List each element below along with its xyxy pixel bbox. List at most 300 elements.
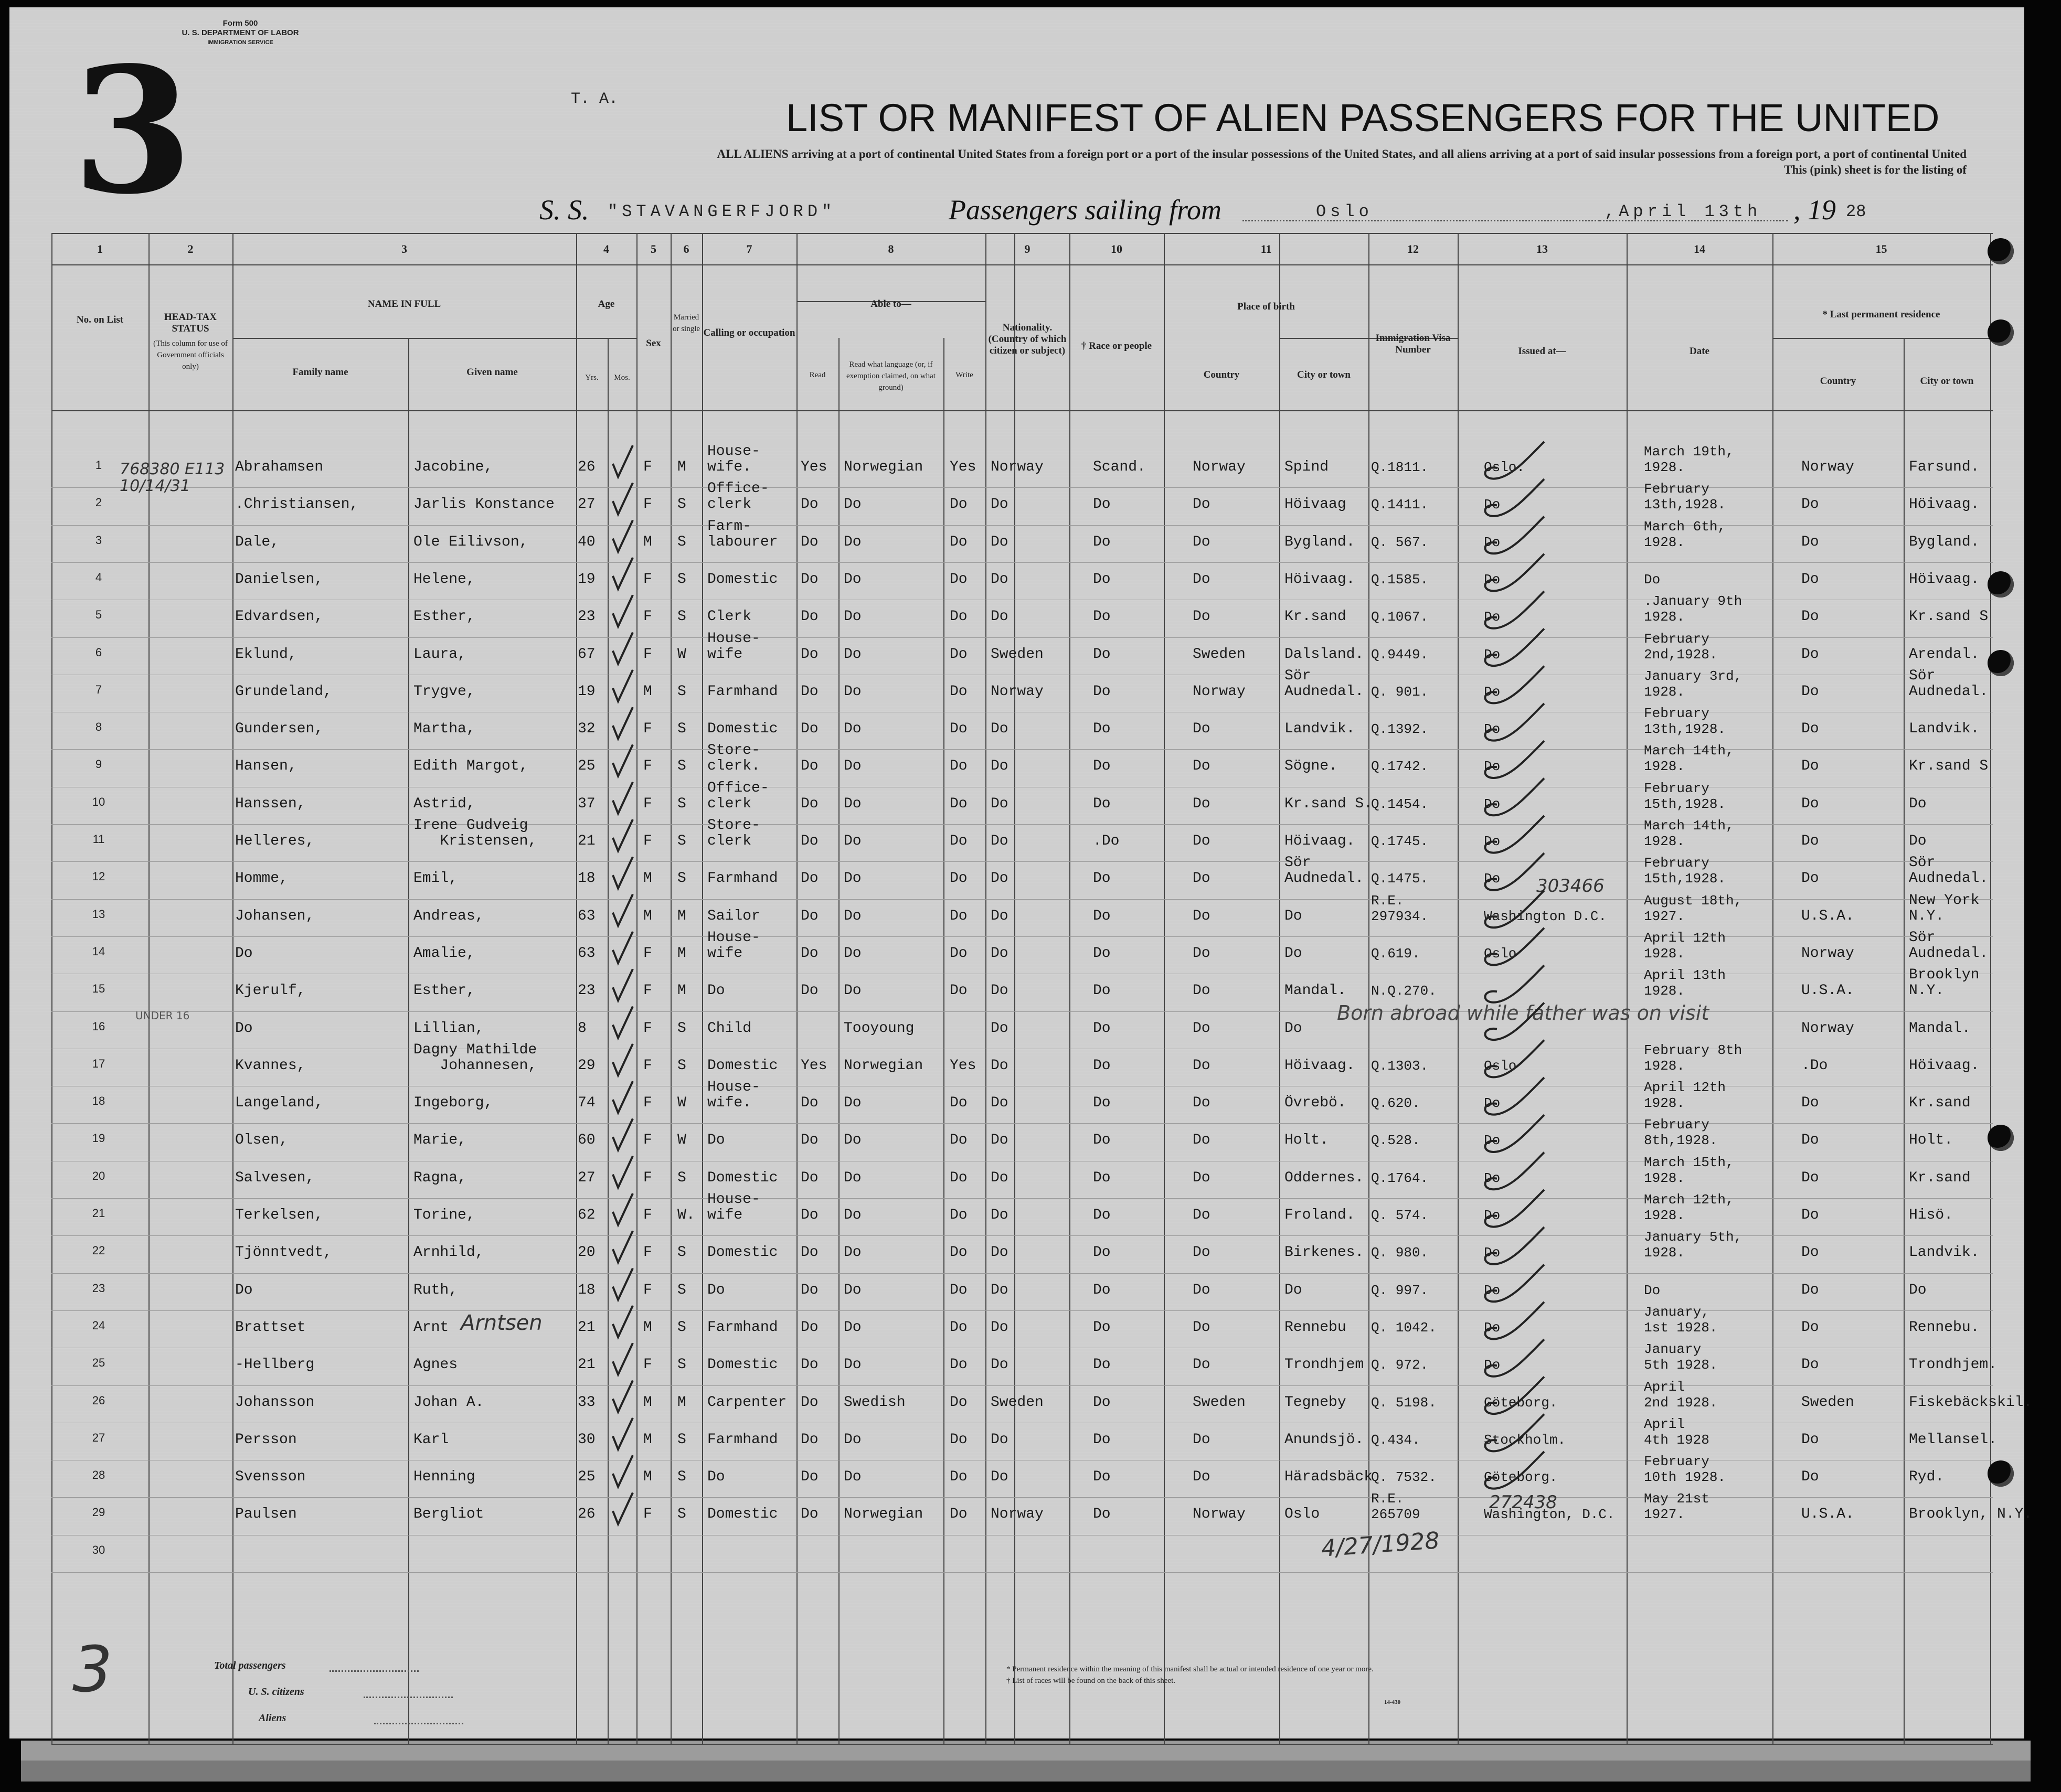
sex: F (643, 1282, 652, 1298)
checkmark (1485, 442, 1545, 479)
checkmark (1485, 741, 1545, 778)
family-name: Olsen, (235, 1132, 288, 1149)
nationality: Do (991, 721, 1008, 738)
read: Do (801, 534, 819, 550)
residence-country: Do (1801, 496, 1819, 513)
residence-country: U.S.A. (1801, 908, 1854, 924)
read: Do (801, 496, 819, 513)
family-name: Danielsen, (235, 571, 324, 588)
sex: M (643, 1469, 652, 1486)
family-name: Gundersen, (235, 721, 324, 738)
language: Do (844, 870, 862, 887)
given-name: Laura, (413, 646, 466, 663)
header-residence-country: Country (1820, 376, 1856, 387)
age: 27 (578, 496, 596, 513)
family-name: Kvannes, (235, 1057, 306, 1074)
header-birth-country: Country (1203, 369, 1240, 380)
footnote-residence: * Permanent residence within the meaning of this manifest shall be actual or intended residence of one year or more. (1006, 1665, 1374, 1673)
binder-hole (1988, 571, 2014, 598)
calling: Farmhand (707, 1319, 778, 1336)
residence-country: Do (1801, 870, 1819, 887)
header-calling: Calling or occupation (703, 327, 795, 338)
read: Do (801, 1431, 819, 1448)
checkmark (1485, 1153, 1545, 1190)
language: Do (844, 908, 862, 924)
aliens-label: Aliens (259, 1712, 286, 1724)
column-number: 3 (401, 242, 407, 255)
visa-date: April 2nd 1928. (1644, 1379, 1718, 1411)
marital-status: M (677, 1394, 686, 1411)
header-mos: Mos. (614, 374, 630, 382)
write: Do (950, 534, 968, 550)
write: Do (950, 945, 968, 962)
write: Do (950, 1394, 968, 1411)
nationality: Do (991, 983, 1008, 999)
nationality: Do (991, 1357, 1008, 1373)
sex: M (643, 534, 652, 550)
marital-status: S (677, 1282, 686, 1298)
read: Do (801, 945, 819, 962)
read: Do (801, 1095, 819, 1112)
year-suffix: 28 (1846, 202, 1866, 221)
inspector-signature: 4/27/1928 (1320, 1527, 1441, 1562)
visa-date: Do (1644, 571, 1661, 588)
residence-city: Sör Audnedal. (1909, 855, 1989, 887)
checkmark (613, 744, 633, 776)
row-number: 21 (92, 1207, 105, 1220)
issued-at: Do (1484, 796, 1501, 812)
checkmark (613, 1455, 633, 1487)
birth-country: Do (1193, 1357, 1210, 1373)
header-issued-at: Issued at— (1518, 346, 1566, 357)
issued-at: Do (1484, 1357, 1501, 1373)
visa-date: January, 1st 1928. (1644, 1304, 1718, 1336)
given-name: Bergliot (413, 1506, 484, 1523)
race: Scand. (1093, 459, 1146, 475)
residence-city: Höivaag. (1909, 571, 1980, 588)
calling: House- wife (707, 1191, 760, 1223)
sex: F (643, 1207, 652, 1223)
residence-city: Kr.sand (1909, 1095, 1971, 1112)
calling: Store- clerk. (707, 742, 760, 775)
family-name: Do (235, 1282, 253, 1298)
age: 33 (578, 1394, 596, 1411)
race: Do (1093, 1095, 1111, 1112)
race: Do (1093, 496, 1111, 513)
age: 29 (578, 1057, 596, 1074)
visa-number: Q. 7532. (1371, 1469, 1437, 1486)
birth-country: Do (1193, 1132, 1210, 1149)
year-prefix: , 19 (1793, 194, 1836, 226)
language: Do (844, 534, 862, 550)
given-name: Ragna, (413, 1169, 466, 1186)
calling: House- wife (707, 929, 760, 962)
checkmark (1485, 479, 1545, 516)
sex: F (643, 1057, 652, 1074)
visa-date: February 13th,1928. (1644, 706, 1726, 738)
residence-city: Holt. (1909, 1132, 1953, 1149)
visa-number: Q. 980. (1371, 1245, 1429, 1261)
header-age: Age (598, 298, 615, 310)
calling: Domestic (707, 1506, 778, 1523)
residence-country: Norway (1801, 1020, 1854, 1037)
issued-at: Do (1484, 1282, 1501, 1298)
checkmark (613, 894, 633, 926)
language: Do (844, 496, 862, 513)
calling: Domestic (707, 1057, 778, 1074)
family-name: Kjerulf, (235, 983, 306, 999)
race: Do (1093, 1319, 1111, 1336)
marital-status: W. (677, 1207, 695, 1223)
binder-hole (1988, 238, 2014, 264)
nationality: Do (991, 1207, 1008, 1223)
residence-city: Sör Audnedal. (1909, 667, 1989, 700)
visa-number: Q.1742. (1371, 759, 1429, 775)
calling: Sailor (707, 908, 760, 924)
checkmark (1485, 629, 1545, 666)
sex: F (643, 571, 652, 588)
given-name: Marie, (413, 1132, 466, 1149)
birth-city: Höivaag. (1284, 833, 1355, 849)
write: Do (950, 870, 968, 887)
checkmark (1485, 928, 1545, 965)
visa-number: N.Q.270. (1371, 983, 1437, 999)
issued-at: Oslo. (1484, 460, 1525, 475)
residence-city: Do (1909, 1282, 1927, 1298)
age: 18 (578, 1282, 596, 1298)
residence-city: New York N.Y. (1909, 892, 1980, 924)
write: Do (950, 1469, 968, 1486)
write: Do (950, 571, 968, 588)
given-name: Agnes (413, 1357, 458, 1373)
checkmark (1485, 816, 1545, 853)
residence-country: Do (1801, 1207, 1819, 1223)
calling: Domestic (707, 1244, 778, 1261)
residence-city: Mandal. (1909, 1020, 1971, 1037)
nationality: Norway (991, 683, 1044, 700)
checkmark (613, 1081, 633, 1113)
checkmark (1485, 554, 1545, 591)
marital-status: S (677, 1020, 686, 1037)
residence-city: Kr.sand S (1909, 609, 1989, 625)
birth-city: Mandal. (1284, 983, 1346, 999)
language: Do (844, 983, 862, 999)
column-number: 13 (1536, 242, 1548, 255)
visa-date: January 5th 1928. (1644, 1341, 1718, 1373)
residence-country: Do (1801, 1431, 1819, 1448)
sex: F (643, 1506, 652, 1523)
race: Do (1093, 1357, 1111, 1373)
row-number: 9 (95, 758, 102, 771)
residence-city: Trondhjem. (1909, 1357, 1998, 1373)
row-number: 19 (92, 1132, 105, 1145)
marital-status: S (677, 496, 686, 513)
family-name: Edvardsen, (235, 609, 324, 625)
footer-handwritten-mark: 3 (72, 1634, 113, 1706)
family-name: Paulsen (235, 1506, 297, 1523)
marital-status: S (677, 683, 686, 700)
header-family-name: Family name (292, 367, 348, 378)
checkmark (1485, 1078, 1545, 1115)
nationality: Do (991, 1319, 1008, 1336)
birth-country: Do (1193, 1169, 1210, 1186)
marital-status: S (677, 1169, 686, 1186)
nationality: Norway (991, 459, 1044, 475)
checkmark (613, 1492, 633, 1524)
write: Yes (950, 459, 976, 475)
header-last-residence: * Last permanent residence (1822, 309, 1940, 320)
sex: F (643, 833, 652, 849)
visa-date: February 8th,1928. (1644, 1117, 1718, 1149)
residence-country: Do (1801, 1357, 1819, 1373)
visa-number: Q. 1042. (1371, 1319, 1437, 1336)
checkmark (613, 1044, 633, 1075)
checkmark (1485, 1377, 1545, 1414)
language: Do (844, 795, 862, 812)
visa-number: Q. 997. (1371, 1282, 1429, 1298)
column-number: 14 (1694, 242, 1705, 255)
calling: Domestic (707, 721, 778, 738)
row-number: 2 (95, 496, 102, 509)
checkmark (1485, 1265, 1545, 1302)
age: 26 (578, 1506, 596, 1523)
write: Do (950, 908, 968, 924)
sex: F (643, 1169, 652, 1186)
family-name: Helleres, (235, 833, 315, 849)
calling: Do (707, 1282, 725, 1298)
age: 21 (578, 1319, 596, 1336)
checkmark (1485, 1302, 1545, 1339)
visa-number: Q. 5198. (1371, 1394, 1437, 1411)
column-number: 12 (1407, 242, 1419, 255)
row-number: 24 (92, 1318, 105, 1332)
read: Do (801, 1506, 819, 1523)
visa-date: March 6th, 1928. (1644, 518, 1726, 550)
family-name: Salvesen, (235, 1169, 315, 1186)
column-number: 11 (1260, 242, 1272, 255)
race: Do (1093, 945, 1111, 962)
birth-city: Höivaag. (1284, 1057, 1355, 1074)
visa-number: Q.434. (1371, 1432, 1420, 1448)
birth-city: Övrebö. (1284, 1095, 1346, 1112)
race: Do (1093, 1169, 1111, 1186)
checkmark (613, 1306, 633, 1337)
given-name: Astrid, (413, 795, 475, 812)
checkmark (613, 483, 633, 514)
calling: Clerk (707, 609, 752, 625)
age: 18 (578, 870, 596, 887)
calling: Office- clerk (707, 780, 769, 812)
language: Norwegian (844, 1506, 923, 1523)
nationality: Do (991, 908, 1008, 924)
write: Do (950, 1282, 968, 1298)
marital-status: M (677, 983, 686, 999)
checkmark (1485, 1115, 1545, 1152)
read: Do (801, 1357, 819, 1373)
write: Do (950, 833, 968, 849)
age: 21 (578, 833, 596, 849)
write: Do (950, 609, 968, 625)
checkmark (613, 1268, 633, 1300)
birth-country: Sweden (1193, 646, 1246, 663)
language: Norwegian (844, 459, 923, 475)
read: Do (801, 795, 819, 812)
residence-city: Landvik. (1909, 1244, 1980, 1261)
write: Do (950, 1095, 968, 1112)
family-name: .Christiansen, (235, 496, 359, 513)
calling: Do (707, 1132, 725, 1149)
checkmark (613, 707, 633, 739)
read: Do (801, 1319, 819, 1336)
race: Do (1093, 1282, 1111, 1298)
visa-number: Q.1475. (1371, 871, 1429, 887)
given-name: Arnhild, (413, 1244, 484, 1261)
language: Do (844, 945, 862, 962)
birth-city: Landvik. (1284, 721, 1355, 738)
row-number: 30 (92, 1543, 105, 1556)
write: Do (950, 983, 968, 999)
race: Do (1093, 1244, 1111, 1261)
race: Do (1093, 1020, 1111, 1037)
visa-number: Q.619. (1371, 945, 1420, 962)
calling: Farmhand (707, 870, 778, 887)
language: Do (844, 1132, 862, 1149)
visa-number: R.E. 265709 (1371, 1491, 1420, 1523)
given-name: Esther, (413, 983, 475, 999)
header-name-in-full: NAME IN FULL (367, 298, 441, 310)
family-name: Tjönntvedt, (235, 1244, 332, 1261)
birth-city: Oslo (1284, 1506, 1320, 1523)
column-number: 10 (1111, 242, 1122, 255)
calling: Farm- labourer (707, 518, 778, 550)
residence-city: Brooklyn N.Y. (1909, 967, 1980, 999)
marital-status: W (677, 1132, 686, 1149)
family-name: Abrahamsen (235, 459, 324, 475)
race: Do (1093, 758, 1111, 775)
visa-number: Q.1454. (1371, 796, 1429, 812)
column-number: 4 (603, 242, 609, 255)
row-number: 15 (92, 982, 105, 996)
visa-date: April 12th 1928. (1644, 930, 1726, 962)
row-number: 18 (92, 1094, 105, 1108)
calling: Carpenter (707, 1394, 787, 1411)
checkmark (613, 969, 633, 1000)
sex: M (643, 908, 652, 924)
visa-number: Q.1764. (1371, 1170, 1429, 1186)
visa-date: Do (1644, 1282, 1661, 1298)
language: Swedish (844, 1394, 906, 1411)
issued-at: Do (1484, 571, 1501, 588)
race: Do (1093, 1132, 1111, 1149)
residence-country: Do (1801, 683, 1819, 700)
given-name: Ingeborg, (413, 1095, 493, 1112)
row-number: 8 (95, 720, 102, 734)
visa-date: April 13th 1928. (1644, 967, 1726, 999)
read: Do (801, 1169, 819, 1186)
row-number: 27 (92, 1431, 105, 1444)
birth-country: Do (1193, 721, 1210, 738)
departure-port: Oslo (1316, 202, 1373, 221)
race: Do (1093, 1207, 1111, 1223)
checkmark (613, 819, 633, 851)
checkmark (613, 857, 633, 888)
birth-country: Do (1193, 1469, 1210, 1486)
visa-date: .January 9th 1928. (1644, 593, 1743, 625)
nationality: Sweden (991, 646, 1044, 663)
sailing-label: Passengers sailing from (949, 194, 1222, 226)
checkmark (613, 932, 633, 963)
row-number: 28 (92, 1468, 105, 1482)
manifest-sheet (9, 7, 2033, 1738)
checkmark (1485, 1339, 1545, 1377)
marital-status: S (677, 1469, 686, 1486)
nationality: Do (991, 1469, 1008, 1486)
residence-city: Höivaag. (1909, 496, 1980, 513)
checkmark (1485, 1414, 1545, 1452)
residence-city: Brooklyn, N.Y. (1909, 1506, 2033, 1523)
checkmark (1485, 666, 1545, 703)
age: 32 (578, 721, 596, 738)
marital-status: S (677, 758, 686, 775)
checkmark (613, 1193, 633, 1225)
sex: M (643, 683, 652, 700)
header-write: Write (955, 371, 973, 379)
birth-city: Sör Audnedal. (1284, 667, 1364, 700)
nationality: Do (991, 833, 1008, 849)
visa-number: Q. 567. (1371, 534, 1429, 550)
visa-number: Q.528. (1371, 1133, 1420, 1149)
binder-hole (1988, 650, 2014, 676)
calling: Domestic (707, 1169, 778, 1186)
race: Do (1093, 1394, 1111, 1411)
visa-number: Q.1811. (1371, 460, 1429, 475)
issued-at: Do (1484, 871, 1501, 887)
age: 19 (578, 571, 596, 588)
age: 20 (578, 1244, 596, 1261)
write: Do (950, 646, 968, 663)
residence-city: Kr.sand (1909, 1169, 1971, 1186)
residence-city: Do (1909, 795, 1927, 812)
given-name: Dagny Mathilde Johannesen, (413, 1041, 537, 1074)
read: Yes (801, 459, 827, 475)
issued-at: Do (1484, 834, 1501, 849)
residence-city: Mellansel. (1909, 1431, 1998, 1448)
column-number: 2 (187, 242, 194, 255)
birth-city: Dalsland. (1284, 646, 1364, 663)
table-bottom-rule (51, 1744, 1993, 1745)
language: Do (844, 1431, 862, 1448)
residence-country: Do (1801, 609, 1819, 625)
birth-city: Oddernes. (1284, 1169, 1364, 1186)
birth-city: Sögne. (1284, 758, 1337, 775)
row-number: 12 (92, 870, 105, 883)
checkmarks (9, 7, 2024, 1738)
header-sex: Sex (646, 338, 661, 349)
write: Do (950, 1207, 968, 1223)
header-able-to: Able to— (870, 298, 911, 310)
visa-number: Q.1067. (1371, 609, 1429, 625)
age: 40 (578, 534, 596, 550)
age: 25 (578, 1469, 596, 1486)
marital-status: M (677, 908, 686, 924)
birth-country: Do (1193, 983, 1210, 999)
birth-country: Do (1193, 1319, 1210, 1336)
family-name: Do (235, 945, 253, 962)
visa-number: Q.1411. (1371, 497, 1429, 513)
issued-at: Washington D.C. (1484, 908, 1607, 924)
residence-country: .Do (1801, 1057, 1828, 1074)
row-number: 4 (95, 570, 102, 584)
